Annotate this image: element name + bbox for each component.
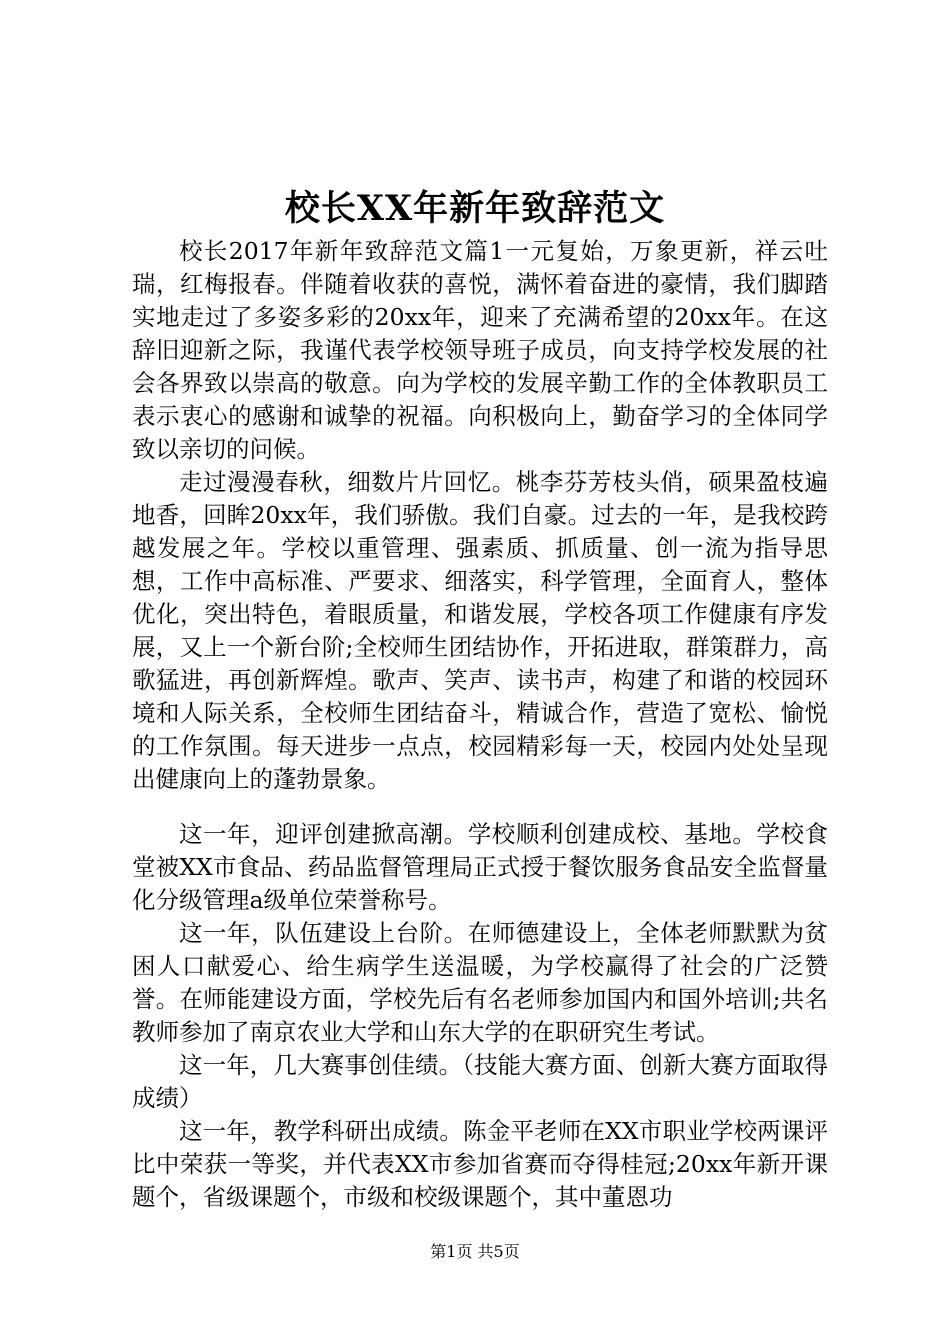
document-title: 校长XX年新年致辞范文 xyxy=(284,188,666,229)
paragraph-greeting: 校长2017年新年致辞范文篇1一元复始，万象更新，祥云吐瑞，红梅报春。伴随着收获的喜悦，满怀着奋进的豪情，我们脚踏实地走过了多姿多彩的20xx年，迎来了充满希望的20xx年。在这辞旧迎新之际，我谨代表学校领导班子成员，向支持学校发展的社会各界致以崇高的敬意。向为学校的发展辛勤工作的全体教职员工表示衷心的感谢和诚挚的祝福。向积极向上，勤奋学习的全体同学致以亲切的问候。 xyxy=(132,237,828,463)
paragraph-review: 走过漫漫春秋，细数片片回忆。桃李芬芳枝头俏，硕果盈枝遍地香，回眸20xx年，我们骄傲。我们自豪。过去的一年，是我校跨越发展之年。学校以重管理、强素质、抓质量、创一流为指导思想，工作中高标准、严要求、细落实，科学管理，全面育人，整体优化，突出特色，着眼质量，和谐发展，学校各项工作健康有序发展，又上一个新台阶;全校师生团结协作，开拓进取，群策群力，高歌猛进，再创新辉煌。歌声、笑声、读书声，构建了和谐的校园环境和人际关系，全校师生团结奋斗，精诚合作，营造了宽松、愉悦的工作氛围。每天进步一点点，校园精彩每一天，校园内处处呈现出健康向上的蓬勃景象。 xyxy=(132,468,828,793)
paragraph-research: 这一年，教学科研出成绩。陈金平老师在XX市职业学校两课评比中荣获一等奖，并代表XX市参加省赛而夺得桂冠;20xx年新开课题个，省级课题个，市级和校级课题个，其中董恩功 xyxy=(132,1117,828,1211)
page-number-footer: 第1页 共5页 xyxy=(430,1242,520,1261)
document-body xyxy=(132,235,828,1214)
paragraph-competitions: 这一年，几大赛事创佳绩。（技能大赛方面、创新大赛方面取得成绩） xyxy=(132,1051,828,1112)
paragraph-team-building: 这一年，队伍建设上台阶。在师德建设上，全体老师默默为贫困人口献爱心、给生病学生送温暖，为学校赢得了社会的广泛赞誉。在师能建设方面，学校先后有名老师参加国内和国外培训;共名教师参加了南京农业大学和山东大学的在职研究生考试。 xyxy=(132,919,828,1046)
paragraph-evaluation: 这一年，迎评创建掀高潮。学校顺利创建成校、基地。学校食堂被XX市食品、药品监督管理局正式授于餐饮服务食品安全监督量化分级管理a级单位荣誉称号。 xyxy=(132,820,828,914)
